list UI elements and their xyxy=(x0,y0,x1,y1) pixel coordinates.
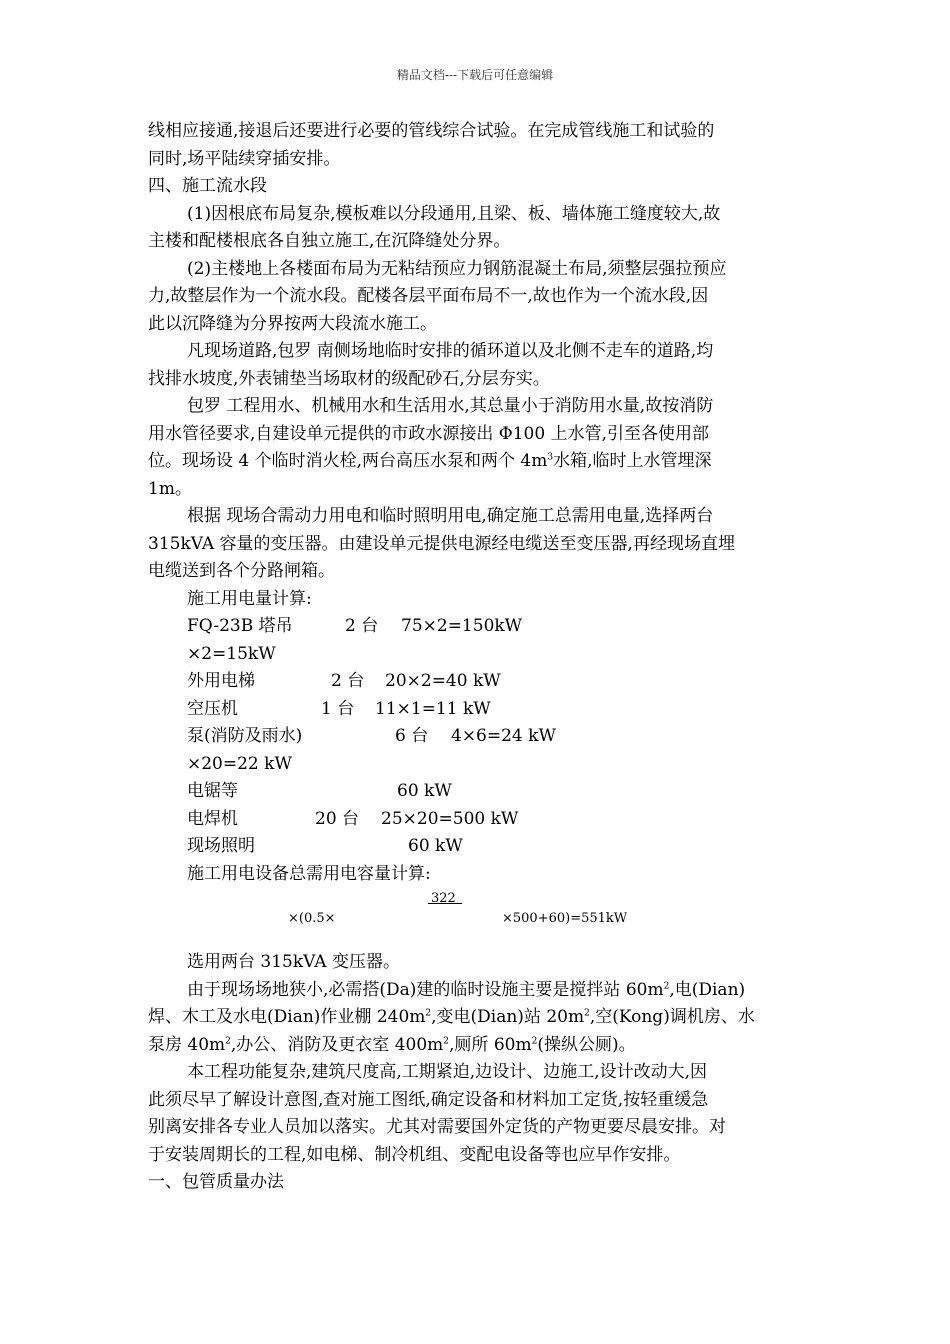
equipment-row xyxy=(148,613,808,641)
paragraph-line xyxy=(148,1004,808,1032)
equipment-calc: 20×2=40 kW xyxy=(385,671,501,691)
superscript: 3 xyxy=(547,452,554,463)
text-run: ,办公、消防及更衣室 400m xyxy=(230,1034,444,1055)
superscript: 2 xyxy=(425,1008,432,1019)
equipment-name: ×2=15kW xyxy=(187,643,276,664)
paragraph-line: 别离安排各专业人员加以落实。尤其对需要国外定货的产物更要尽晨安排。对 xyxy=(148,1117,726,1137)
paragraph-line: (1)因根底布局复杂,模板难以分段通用,且梁、板、墙体施工缝度较大,故 xyxy=(187,203,721,224)
text-run: ,变电(Dian)站 20m xyxy=(431,1007,585,1027)
superscript: 2 xyxy=(584,1008,590,1019)
equipment-qty: 20 台 xyxy=(315,808,360,829)
paragraph-line xyxy=(148,1032,808,1060)
equipment-qty: 1 台 xyxy=(321,698,355,719)
paragraph-line: (2)主楼地上各楼面布局为无粘结预应力钢筋混凝土布局,须整层强拉预应 xyxy=(187,258,727,279)
text-run: ,电(Dian) xyxy=(669,979,746,1000)
equipment-calc: 75×2=150kW xyxy=(401,616,523,636)
paragraph-line: 此须尽早了解设计意图,查对施工图纸,确定设备和材料加工定货,按轻重缓急 xyxy=(148,1089,709,1110)
equipment-calc: 25×20=500 kW xyxy=(381,808,519,829)
formula-left: ×(0.5× xyxy=(288,911,336,926)
equipment-calc: 60 kW xyxy=(397,781,452,801)
paragraph-line: 315kVA 容量的变压器。由建设单元提供电源经电缆送至变压器,再经现场直埋 xyxy=(148,533,735,554)
equipment-name: FQ-23B 塔吊 xyxy=(187,616,293,636)
equipment-row xyxy=(148,641,808,669)
page-header: 精品文档---下载后可任意编辑 xyxy=(396,68,554,82)
equipment-name: 电锯等 xyxy=(187,781,238,801)
equipment-name: 现场照明 xyxy=(187,836,255,856)
superscript: 2 xyxy=(225,1035,231,1046)
text-run: 焊、木工及水电(Dian)作业棚 240m xyxy=(148,1007,426,1027)
paragraph-line: 用水管径要求,自建设单元提供的市政水源接出 Φ100 上水管,引至各使用部 xyxy=(148,423,709,444)
equipment-qty: 6 台 xyxy=(395,726,429,746)
paragraph-line: 根据 现场合需动力用电和临时照明用电,确定施工总需用电量,选择两台 xyxy=(187,506,714,526)
document-body xyxy=(148,118,808,1197)
text-run: ,厕所 60m xyxy=(449,1034,532,1055)
formula-right: ×500+60)=551kW xyxy=(502,911,628,926)
equipment-qty: 2 台 xyxy=(345,616,379,636)
equipment-row xyxy=(148,723,808,751)
text-run: ,空(Kong)调机房、水 xyxy=(589,1007,755,1027)
paragraph-line: 包罗 工程用水、机械用水和生活用水,其总量小于消防用水量,故按消防 xyxy=(187,396,714,416)
formula xyxy=(148,890,808,945)
text-run: 泵房 40m xyxy=(148,1034,226,1055)
paragraph-line: 1m。 xyxy=(148,478,192,499)
equipment-qty: 2 台 xyxy=(331,671,365,691)
paragraph-line: 凡现场道路,包罗 南侧场地临时安排的循环道以及北侧不走车的道路,均 xyxy=(187,341,714,361)
paragraph-line: 此以沉降缝为分界按两大段流水施工。 xyxy=(148,313,437,334)
fraction-bar xyxy=(428,903,462,904)
equipment-row xyxy=(148,778,808,806)
paragraph-line: 主楼和配楼根底各自独立施工,在沉降缝处分界。 xyxy=(148,231,511,251)
text-run: 位。现场设 4 个临时消火栓,两台高压水泵和两个 4m xyxy=(148,451,548,471)
section-heading-4: 四、施工流水段 xyxy=(148,176,267,196)
superscript: 2 xyxy=(443,1035,450,1046)
text-run: (操纵公厕)。 xyxy=(537,1034,636,1055)
paragraph-line: 同时,场平陆续穿插安排。 xyxy=(148,148,341,169)
formula-numerator: 322 xyxy=(431,891,456,906)
paragraph-line: 电缆送到各个分路闸箱。 xyxy=(148,561,335,581)
equipment-row xyxy=(148,806,808,834)
paragraph-line: 线相应接通,接退后还要进行必要的管线综合试验。在完成管线施工和试验的 xyxy=(148,121,715,141)
equipment-name: 电焊机 xyxy=(187,808,238,829)
section-heading-1: 一、包管质量办法 xyxy=(148,1172,284,1192)
total-title: 施工用电设备总需用电容量计算: xyxy=(187,863,431,884)
equipment-row xyxy=(148,696,808,724)
equipment-calc: 60 kW xyxy=(408,836,463,856)
superscript: 2 xyxy=(531,1035,538,1046)
paragraph-line xyxy=(148,448,808,476)
calc-title: 施工用电量计算: xyxy=(187,588,312,609)
equipment-calc: 11×1=11 kW xyxy=(375,698,491,719)
paragraph-line: 本工程功能复杂,建筑尺度高,工期紧迫,边设计、边施工,设计改动大,因 xyxy=(187,1062,708,1082)
equipment-name: 空压机 xyxy=(187,698,238,719)
paragraph-line: 力,故整层作为一个流水段。配楼各层平面布局不一,故也作为一个流水段,因 xyxy=(148,286,709,306)
paragraph-line: 找排水坡度,外表铺垫当场取材的级配砂石,分层夯实。 xyxy=(148,368,550,389)
paragraph-line: 于安装周期长的工程,如电梯、制冷机组、变配电设备等也应早作安排。 xyxy=(148,1144,681,1165)
superscript: 2 xyxy=(663,980,670,991)
paragraph-line xyxy=(148,977,808,1005)
equipment-calc: 4×6=24 kW xyxy=(451,726,556,746)
equipment-list xyxy=(148,613,808,861)
equipment-row xyxy=(148,668,808,696)
paragraph-line: 选用两台 315kVA 变压器。 xyxy=(187,952,400,972)
text-run: 由于现场场地狭小,必需搭(Da)建的临时设施主要是搅拌站 60m xyxy=(187,979,664,1000)
equipment-name: 外用电梯 xyxy=(187,671,255,691)
equipment-name: 泵(消防及雨水) xyxy=(187,726,303,746)
text-run: 水箱,临时上水管埋深 xyxy=(553,451,712,471)
equipment-name: ×20=22 kW xyxy=(187,753,292,774)
equipment-row xyxy=(148,751,808,779)
equipment-row xyxy=(148,833,808,861)
